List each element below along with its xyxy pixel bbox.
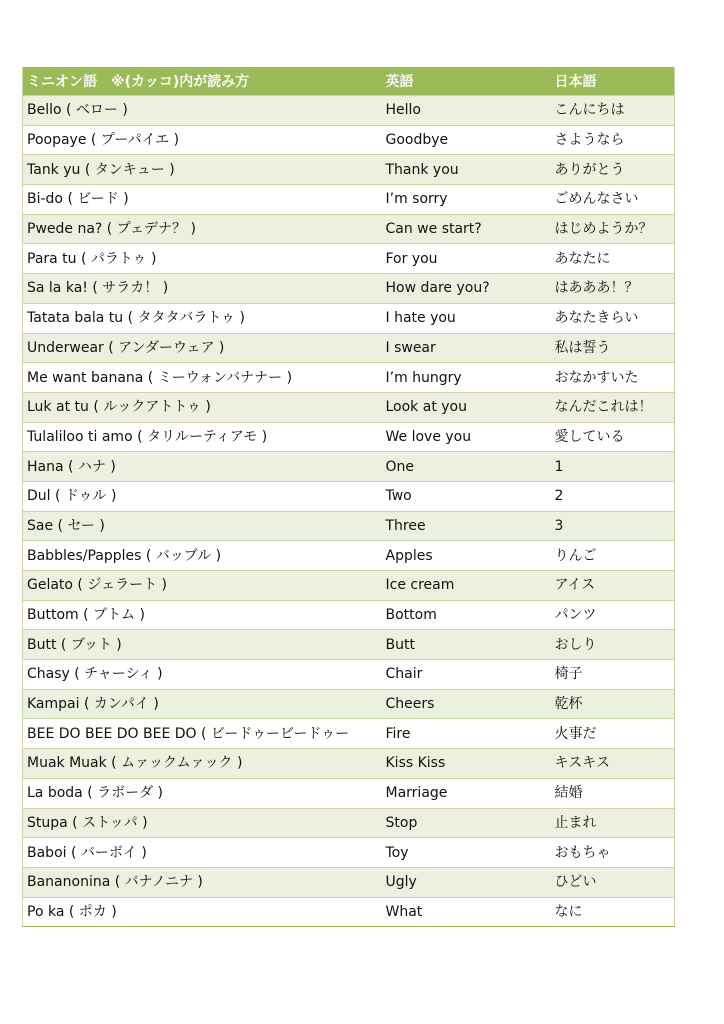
japanese-word-cell: はあああ！？ — [551, 274, 675, 304]
japanese-word-cell: おなかすいた — [551, 363, 675, 393]
japanese-word-cell: パンツ — [551, 600, 675, 630]
japanese-word-cell: ありがとう — [551, 155, 675, 185]
japanese-word-cell: なんだこれは！ — [551, 392, 675, 422]
english-word-cell: Goodbye — [382, 125, 551, 155]
japanese-word-cell: キスキス — [551, 749, 675, 779]
japanese-word-cell: アイス — [551, 571, 675, 601]
english-word-cell: Can we start? — [382, 214, 551, 244]
minion-word-cell: Sae ( セー ) — [23, 511, 382, 541]
japanese-word-cell: ひどい — [551, 867, 675, 897]
minion-word-cell: BEE DO BEE DO BEE DO ( ビードゥービードゥー — [23, 719, 382, 749]
table-row — [23, 897, 675, 927]
japanese-word-cell: 1 — [551, 452, 675, 482]
table-row — [23, 630, 675, 660]
japanese-word-cell: 乾杯 — [551, 689, 675, 719]
english-word-cell: I hate you — [382, 303, 551, 333]
table-row — [23, 689, 675, 719]
english-word-cell: Kiss Kiss — [382, 749, 551, 779]
english-word-cell: I’m hungry — [382, 363, 551, 393]
japanese-word-cell: こんにちは — [551, 96, 675, 126]
header-japanese: 日本語 — [551, 67, 675, 96]
table-row — [23, 333, 675, 363]
minion-word-cell: Kampai ( カンパイ ) — [23, 689, 382, 719]
minion-word-cell: Chasy ( チャーシィ ) — [23, 660, 382, 690]
japanese-word-cell: おもちゃ — [551, 838, 675, 868]
table-row — [23, 422, 675, 452]
english-word-cell: Marriage — [382, 778, 551, 808]
english-word-cell: Ice cream — [382, 571, 551, 601]
table-row — [23, 808, 675, 838]
english-word-cell: Thank you — [382, 155, 551, 185]
english-word-cell: Look at you — [382, 392, 551, 422]
table-row — [23, 274, 675, 304]
table-row — [23, 719, 675, 749]
japanese-word-cell: 結婚 — [551, 778, 675, 808]
minion-word-cell: Tulaliloo ti amo ( タリルーティアモ ) — [23, 422, 382, 452]
japanese-word-cell: おしり — [551, 630, 675, 660]
japanese-word-cell: はじめようか？ — [551, 214, 675, 244]
table-row — [23, 303, 675, 333]
minion-word-cell: Bi-do ( ビード ) — [23, 185, 382, 215]
english-word-cell: Butt — [382, 630, 551, 660]
english-word-cell: Stop — [382, 808, 551, 838]
english-word-cell: We love you — [382, 422, 551, 452]
english-word-cell: Toy — [382, 838, 551, 868]
minion-word-cell: Dul ( ドゥル ) — [23, 481, 382, 511]
table-row — [23, 185, 675, 215]
english-word-cell: Chair — [382, 660, 551, 690]
table-row — [23, 125, 675, 155]
table-row — [23, 392, 675, 422]
english-word-cell: Hello — [382, 96, 551, 126]
japanese-word-cell: 愛している — [551, 422, 675, 452]
minion-word-cell: Me want banana ( ミーウォンバナナー ) — [23, 363, 382, 393]
table-row — [23, 511, 675, 541]
japanese-word-cell: 私は誓う — [551, 333, 675, 363]
header-row — [23, 67, 675, 96]
japanese-word-cell: 止まれ — [551, 808, 675, 838]
english-word-cell: Fire — [382, 719, 551, 749]
minion-word-cell: Luk at tu ( ルックアトトゥ ) — [23, 392, 382, 422]
minion-word-cell: Po ka ( ポカ ) — [23, 897, 382, 927]
table-row — [23, 452, 675, 482]
minion-word-cell: Poopaye ( プーパイエ ) — [23, 125, 382, 155]
minion-word-cell: Tatata bala tu ( タタタバラトゥ ) — [23, 303, 382, 333]
japanese-word-cell: 椅子 — [551, 660, 675, 690]
minion-word-cell: Muak Muak ( ムァックムァック ) — [23, 749, 382, 779]
minion-dictionary-table — [22, 67, 675, 927]
minion-word-cell: Sa la ka! ( サラカ！ ) — [23, 274, 382, 304]
minion-word-cell: Stupa ( ストッパ ) — [23, 808, 382, 838]
english-word-cell: Ugly — [382, 867, 551, 897]
japanese-word-cell: ごめんなさい — [551, 185, 675, 215]
japanese-word-cell: あなたきらい — [551, 303, 675, 333]
japanese-word-cell: さようなら — [551, 125, 675, 155]
minion-word-cell: Butt ( ブット ) — [23, 630, 382, 660]
japanese-word-cell: 3 — [551, 511, 675, 541]
table-row — [23, 363, 675, 393]
minion-word-cell: La boda ( ラボーダ ) — [23, 778, 382, 808]
english-word-cell: I’m sorry — [382, 185, 551, 215]
english-word-cell: One — [382, 452, 551, 482]
minion-word-cell: Baboi ( バーボイ ) — [23, 838, 382, 868]
english-word-cell: Cheers — [382, 689, 551, 719]
table-row — [23, 867, 675, 897]
minion-word-cell: Bello ( ベロー ) — [23, 96, 382, 126]
english-word-cell: I swear — [382, 333, 551, 363]
table-body — [23, 96, 675, 927]
minion-word-cell: Tank yu ( タンキュー ) — [23, 155, 382, 185]
table-row — [23, 571, 675, 601]
minion-word-cell: Hana ( ハナ ) — [23, 452, 382, 482]
minion-word-cell: Para tu ( パラトゥ ) — [23, 244, 382, 274]
english-word-cell: For you — [382, 244, 551, 274]
table-row — [23, 96, 675, 126]
table-row — [23, 838, 675, 868]
japanese-word-cell: あなたに — [551, 244, 675, 274]
table-row — [23, 778, 675, 808]
japanese-word-cell: 火事だ — [551, 719, 675, 749]
japanese-word-cell: なに — [551, 897, 675, 927]
table-row — [23, 749, 675, 779]
english-word-cell: Bottom — [382, 600, 551, 630]
table-row — [23, 481, 675, 511]
table-row — [23, 600, 675, 630]
minion-word-cell: Pwede na? ( プェデナ？ ) — [23, 214, 382, 244]
table-row — [23, 214, 675, 244]
table-row — [23, 541, 675, 571]
header-english: 英語 — [382, 67, 551, 96]
english-word-cell: What — [382, 897, 551, 927]
japanese-word-cell: りんご — [551, 541, 675, 571]
header-minion: ミニオン語 ※(カッコ)内が読み方 — [23, 67, 382, 96]
minion-word-cell: Gelato ( ジェラート ) — [23, 571, 382, 601]
english-word-cell: How dare you? — [382, 274, 551, 304]
japanese-word-cell: 2 — [551, 481, 675, 511]
table-row — [23, 244, 675, 274]
minion-word-cell: Bananonina ( バナノニナ ) — [23, 867, 382, 897]
english-word-cell: Two — [382, 481, 551, 511]
table-row — [23, 155, 675, 185]
minion-word-cell: Babbles/Papples ( バッブル ) — [23, 541, 382, 571]
table-row — [23, 660, 675, 690]
english-word-cell: Three — [382, 511, 551, 541]
minion-word-cell: Underwear ( アンダーウェア ) — [23, 333, 382, 363]
minion-word-cell: Buttom ( ブトム ) — [23, 600, 382, 630]
english-word-cell: Apples — [382, 541, 551, 571]
